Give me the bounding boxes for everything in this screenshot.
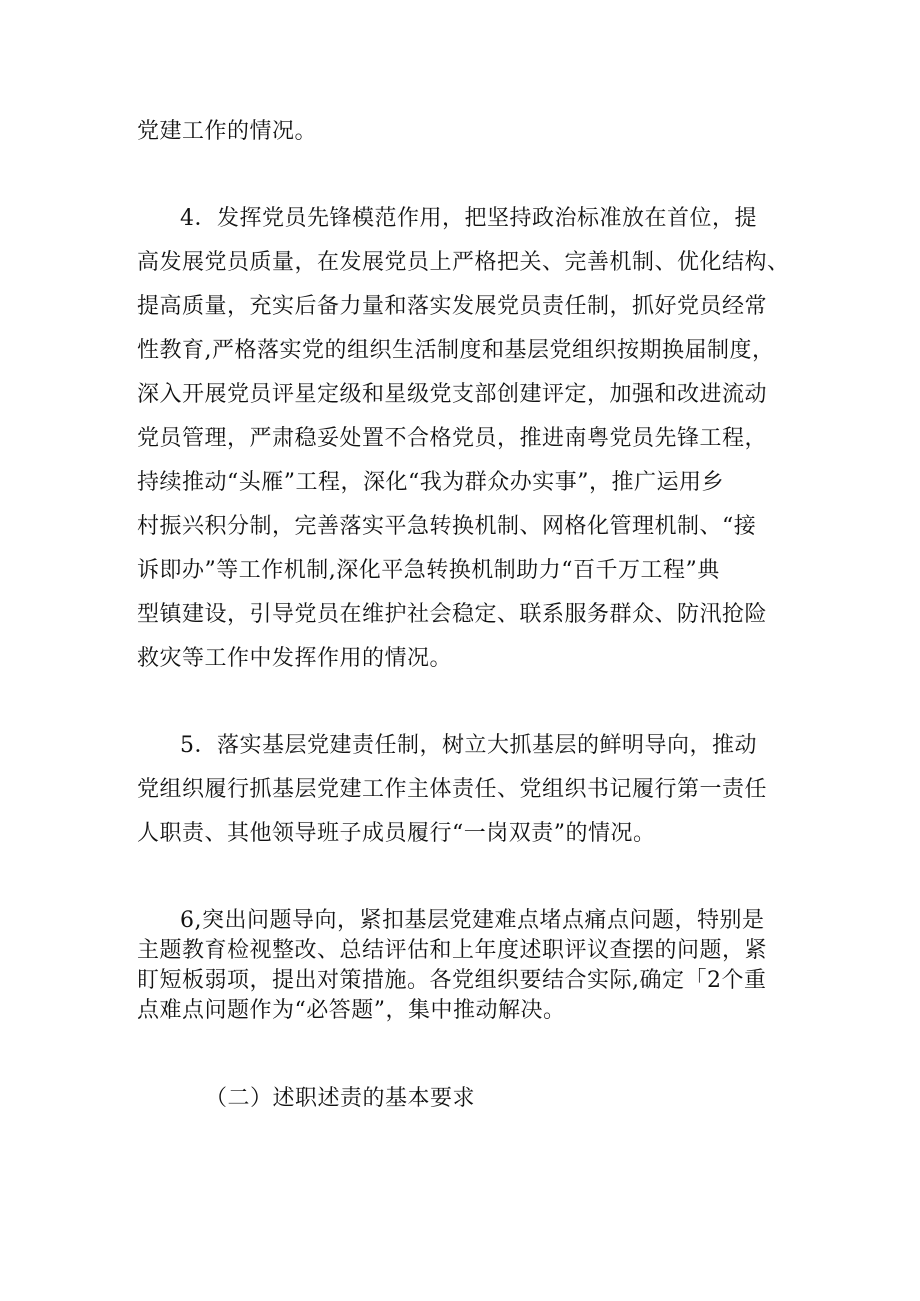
paragraph-line: 性教育,严格落实党的组织生活制度和基层党组织按期换届制度， <box>137 338 775 363</box>
paragraph-line: 深入开展党员评星定级和星级党支部创建评定，加强和改进流动 <box>137 382 768 407</box>
paragraph-line: 救灾等工作中发挥作用的情况。 <box>137 646 453 671</box>
paragraph-line: 主题教育检视整改、总结评估和上年度述职评议查摆的问题，紧 <box>137 938 768 963</box>
paragraph-line: 6,突出问题导向，紧扣基层党建难点堵点痛点问题，特别是 <box>180 908 765 933</box>
paragraph-line: 党员管理，严肃稳妥处置不合格党员，推进南粤党员先锋工程， <box>137 426 768 451</box>
section-heading: （二）述职述责的基本要求 <box>205 1086 476 1111</box>
paragraph-line: 诉即办”等工作机制,深化平急转换机制助力“百千万工程”典 <box>137 558 720 583</box>
paragraph-line: 党组织履行抓基层党建工作主体责任、党组织书记履行第一责任 <box>137 777 768 802</box>
paragraph-line: 5．落实基层党建责任制，树立大抓基层的鲜明导向，推动 <box>180 733 757 758</box>
paragraph-line: 高发展党员质量，在发展党员上严格把关、完善机制、优化结构、 <box>137 250 790 275</box>
paragraph-line: 人职责、其他领导班子成员履行“一岗双责”的情况。 <box>137 821 656 846</box>
paragraph-line: 提高质量，充实后备力量和落实发展党员责任制，抓好党员经常 <box>137 294 768 319</box>
paragraph-line: 持续推动“头雁”工程，深化“我为群众办实事”，推广运用乡 <box>137 470 724 495</box>
paragraph-line: 党建工作的情况。 <box>137 119 318 144</box>
paragraph-line: 型镇建设，引导党员在维护社会稳定、联系服务群众、防汛抢险 <box>137 602 768 627</box>
paragraph-line: 村振兴积分制，完善落实平急转换机制、网格化管理机制、“接 <box>137 514 757 539</box>
paragraph-line: 点难点问题作为“必答题”，集中推动解决。 <box>137 998 566 1023</box>
paragraph-line: 4．发挥党员先锋模范作用，把坚持政治标准放在首位，提 <box>180 206 757 231</box>
paragraph-line: 盯短板弱项，提出对策措施。各党组织要结合实际,确定「2个重 <box>137 968 767 993</box>
